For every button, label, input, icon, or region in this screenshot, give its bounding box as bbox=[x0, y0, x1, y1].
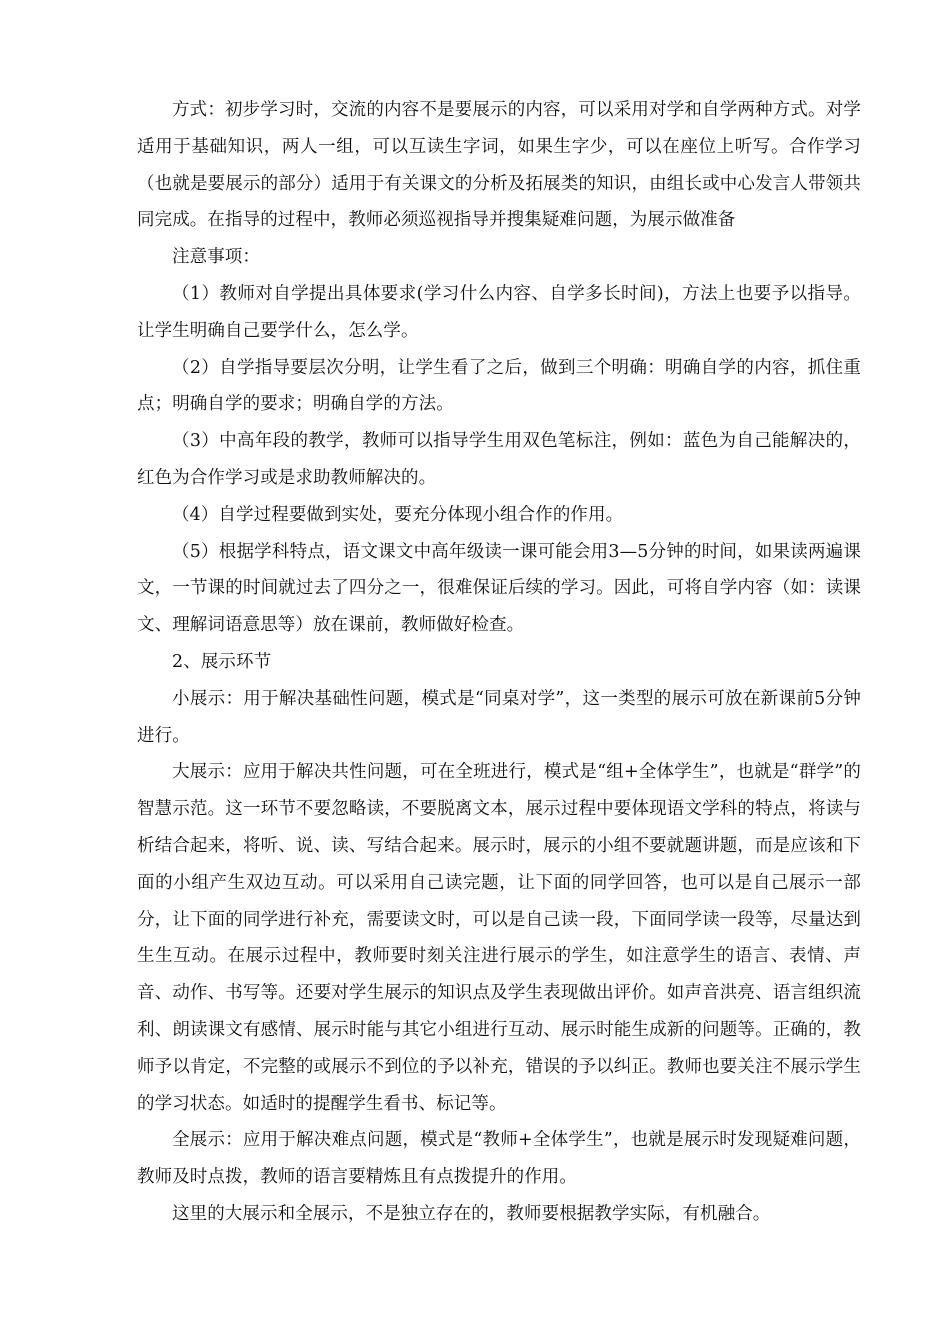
paragraph-note-2: （2）自学指导要层次分明，让学生看了之后，做到三个明确：明确自学的内容，抓住重点；明确自学的要求；明确自学的方法。 bbox=[137, 357, 861, 415]
paragraph-note-5: （5）根据学科特点，语文课文中高年级读一课可能会用3—5分钟的时间，如果读两遍课文，一节课的时间就过去了四分之一，很难保证后续的学习。因此，可将自学内容（如：读课文、理解词语意思等）放在课前，教师做好检查。 bbox=[137, 541, 861, 636]
paragraph-note-3: （3）中高年段的教学，教师可以指导学生用双色笔标注，例如：蓝色为自己能解决的，红色为合作学习或是求助教师解决的。 bbox=[137, 431, 861, 488]
paragraph-conclusion: 这里的大展示和全展示，不是独立存在的，教师要根据教学实际，有机融合。 bbox=[172, 1203, 771, 1224]
paragraph-small-display: 小展示：用于解决基础性问题，模式是“同桌对学”，这一类型的展示可放在新课前5分钟进行。 bbox=[137, 688, 861, 746]
paragraph-note-4: （4）自学过程要做到实处，要充分体现小组合作的作用。 bbox=[172, 504, 624, 525]
paragraph-learning-method: 方式：初步学习时，交流的内容不是要展示的内容，可以采用对学和自学两种方式。对学适用于基础知识，两人一组，可以互读生字词，如果生字少，可以在座位上听写。合作学习（也就是要展示的部分）适用于有关课文的分析及拓展类的知识，由组长或中心发言人带领共同完成。在指导的过程中，教师必须巡视指导并搜集疑难问题，为展示做准备 bbox=[137, 100, 861, 231]
paragraph-large-display: 大展示：应用于解决共性问题，可在全班进行，模式是“组+全体学生”，也就是“群学”的智慧示范。这一环节不要忽略读，不要脱离文本，展示过程中要体现语文学科的特点，将读与析结合起来，将听、说、读、写结合起来。展示时，展示的小组不要就题讲题，而是应该和下面的小组产生双边互动。可以采用自己读完题，让下面的同学回答，也可以是自己展示一部分，让下面的同学进行补充，需要读文时，可以是自己读一段，下面同学读一段等，尽量达到生生互动。在展示过程中，教师要时刻关注进行展示的学生，如注意学生的语言、表情、声音、动作、书写等。还要对学生展示的知识点及学生表现做出评价。如声音洪亮、语言组织流利、朗读课文有感情、展示时能与其它小组进行互动、展示时能生成新的问题等。正确的，教师予以肯定，不完整的或展示不到位的予以补充，错误的予以纠正。教师也要关注不展示学生的学习状态。如适时的提醒学生看书、标记等。 bbox=[137, 762, 861, 1114]
section-heading-display: 2、展示环节 bbox=[172, 651, 272, 672]
document-body bbox=[137, 92, 861, 1233]
paragraph-full-display: 全展示：应用于解决难点问题，模式是“教师+全体学生”，也就是展示时发现疑难问题，教师及时点拨，教师的语言要精炼且有点拨提升的作用。 bbox=[137, 1130, 861, 1188]
paragraph-note-1: （1）教师对自学提出具体要求(学习什么内容、自学多长时间)，方法上也要予以指导。让学生明确自己要学什么，怎么学。 bbox=[137, 283, 861, 341]
paragraph-notes-heading: 注意事项： bbox=[172, 247, 260, 268]
